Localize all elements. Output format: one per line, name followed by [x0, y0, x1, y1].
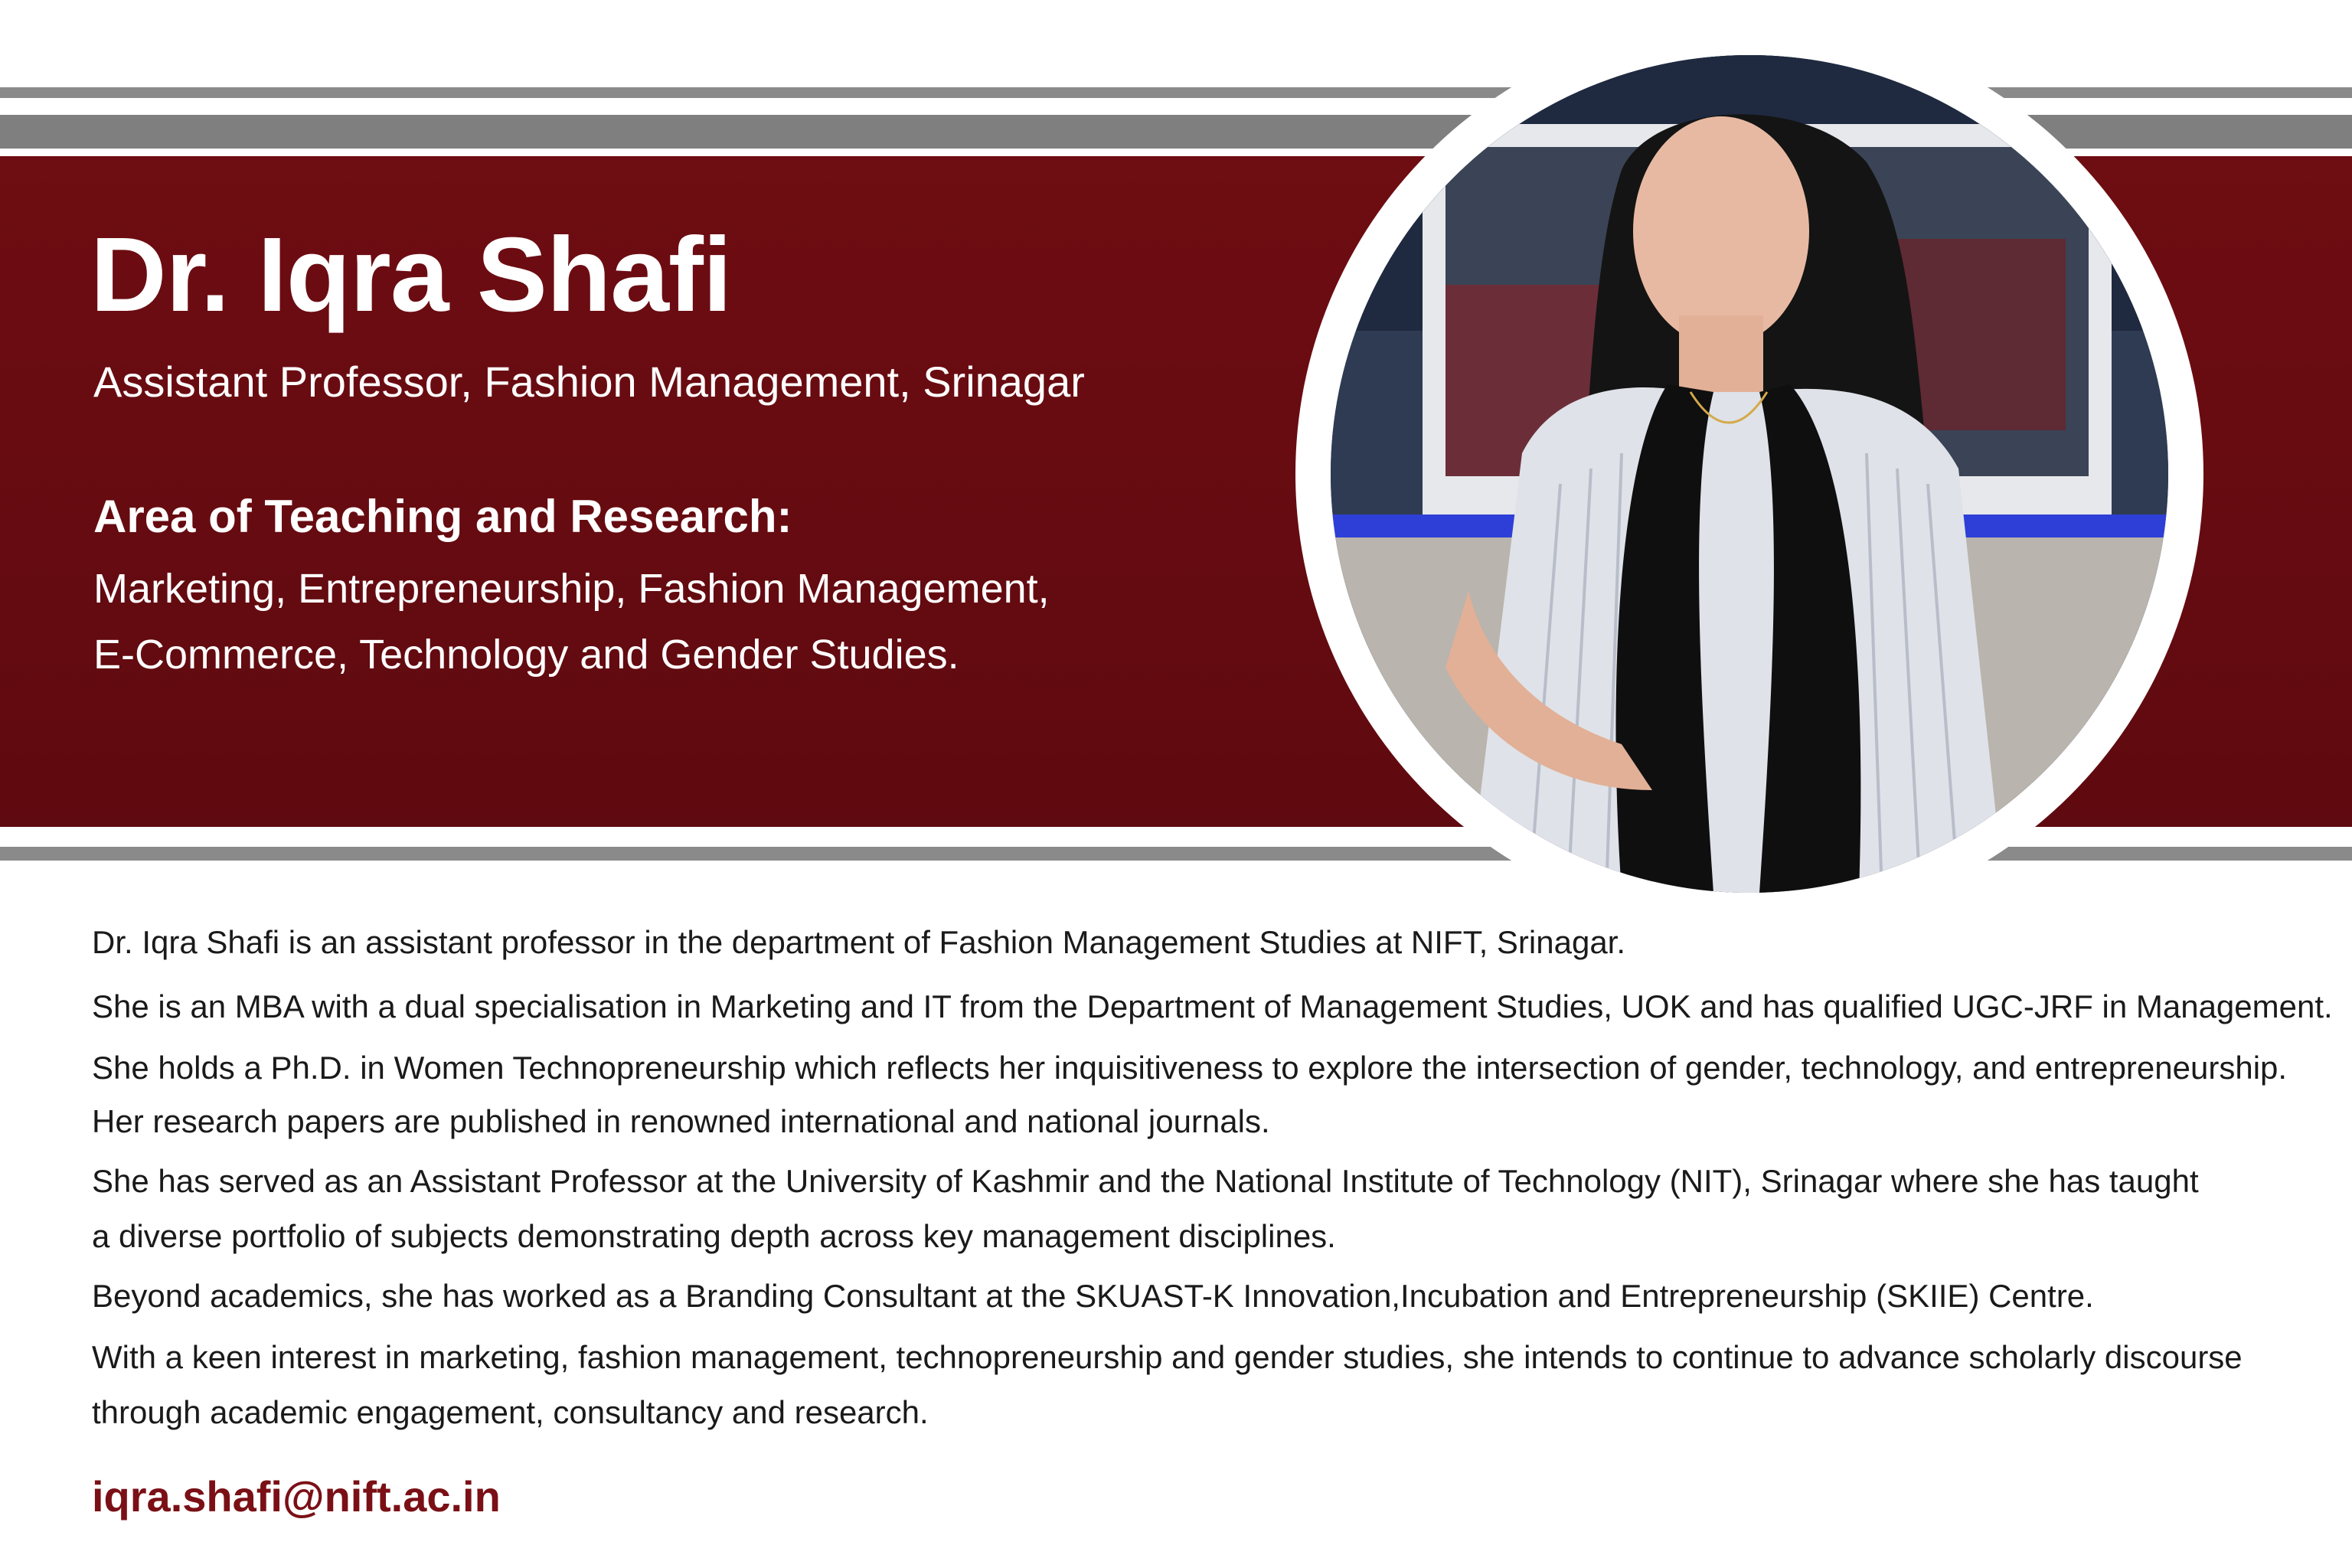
portrait-illustration — [1331, 55, 2168, 893]
bio-line: She holds a Ph.D. in Women Technopreneurship which reflects her inquisitiveness to explore the intersection of gender, technology, and entrepreneurship. — [92, 1050, 2288, 1086]
profile-photo — [1331, 55, 2168, 893]
bio-line: Her research papers are published in renowned international and national journals. — [92, 1103, 1270, 1139]
area-heading: Area of Teaching and Research: — [93, 491, 792, 542]
profile-name: Dr. Iqra Shafi — [90, 216, 732, 334]
bio-line: She is an MBA with a dual specialisation in Marketing and IT from the Department of Management Studies, UOK and has qualified UGC-JRF in Management. — [92, 988, 2333, 1024]
profile-subtitle: Assistant Professor, Fashion Management, Srinagar — [93, 358, 1085, 406]
area-line: E-Commerce, Technology and Gender Studies. — [93, 632, 959, 678]
area-line: Marketing, Entrepreneurship, Fashion Management, — [93, 566, 1050, 612]
bio-line: a diverse portfolio of subjects demonstrating depth across key management disciplines. — [92, 1218, 1336, 1254]
bio-line: With a keen interest in marketing, fashion management, technopreneurship and gender studies, she intends to continue to advance scholarly discourse — [92, 1339, 2243, 1375]
bio-line: Beyond academics, she has worked as a Branding Consultant at the SKUAST-K Innovation,Incubation and Entrepreneurship (SKIIE) Centre. — [92, 1278, 2094, 1314]
bio-line: through academic engagement, consultancy and research. — [92, 1394, 929, 1430]
email-link[interactable]: iqra.shafi@nift.ac.in — [92, 1472, 501, 1521]
bio-line: Dr. Iqra Shafi is an assistant professor in the department of Fashion Management Studies at NIFT, Srinagar. — [92, 924, 1626, 960]
bio-line: She has served as an Assistant Professor at the University of Kashmir and the National Institute of Technology (NIT), Srinagar where she has taught — [92, 1163, 2199, 1199]
